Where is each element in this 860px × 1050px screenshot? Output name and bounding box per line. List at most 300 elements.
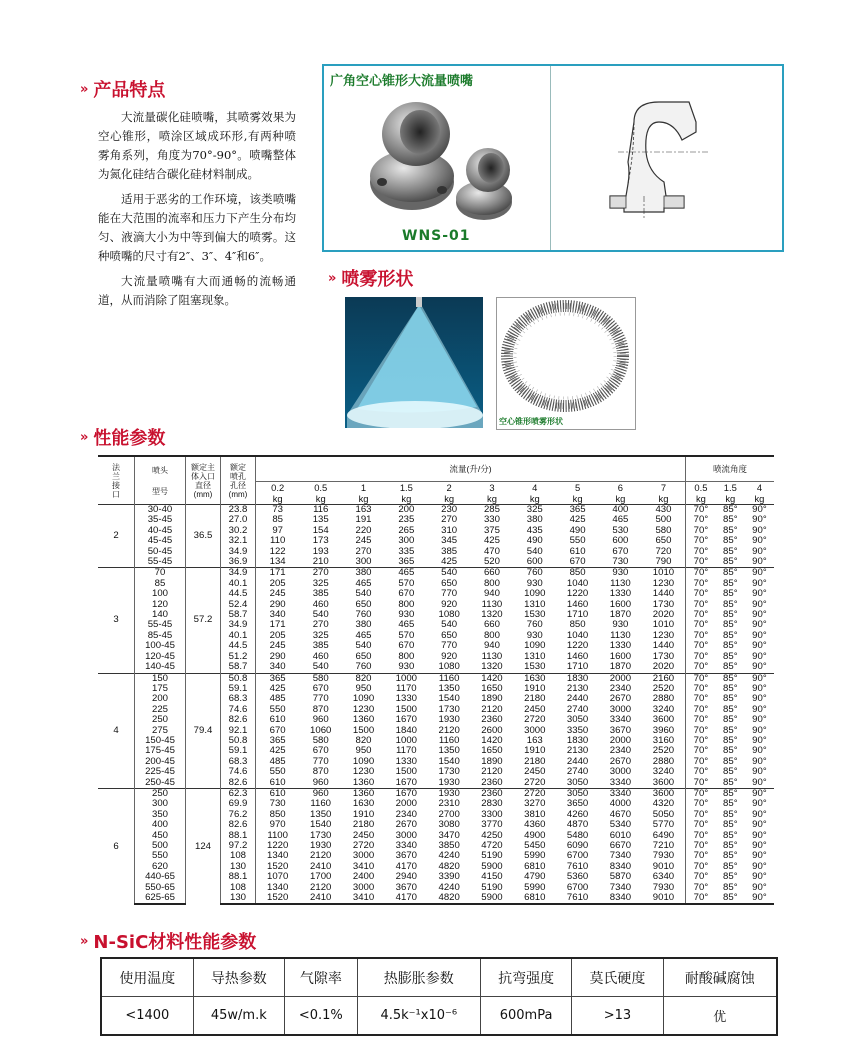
flow-cell: 670 [398,640,415,652]
flow-cell: 385 [312,588,329,600]
angle-cell: 70° [686,715,716,725]
flow-cell: 230 [428,505,471,516]
flow-cell: 1350 [438,745,460,757]
angle-cell: 85° [723,640,738,652]
orifice-cell: 51.2 [221,652,256,662]
angle-cell: 70° [686,831,716,841]
model-cell: 85 [135,579,186,589]
angle-cell: 70° [686,673,716,684]
flow-cell: 7340 [609,881,632,893]
flow-cell: 1060 [310,724,332,736]
flow-cell: 1420 [481,734,503,746]
pressure-unit: kg [572,493,583,504]
flow-cell: 200 [385,505,428,516]
flow-cell: 385 [441,545,458,557]
flow-cell: 1890 [481,755,503,767]
angle-cell: 85° [723,766,738,778]
flow-cell: 5450 [524,840,546,851]
nozzle-photo [364,90,524,226]
flow-cell: 330 [483,514,500,526]
flow-cell: 940 [483,588,500,600]
header-text: 型号 [152,486,168,496]
flow-cell: 1230 [652,577,675,589]
angle-cell: 70° [686,778,716,789]
angle-cell: 90° [745,673,774,684]
model-cell: 30-40 [135,505,186,516]
flow-cell: 385 [312,640,329,652]
orifice-cell: 74.6 [221,767,256,777]
material-table [100,957,778,1036]
ring-pattern-drawing [497,298,633,416]
orifice-cell: 82.6 [221,715,256,725]
flow-cell: 670 [569,556,586,568]
section-title: 性能参数 [93,428,166,449]
angle-cell: 70° [686,568,716,579]
material-value: 600mPa [480,997,571,1036]
flow-cell: 580 [299,673,342,684]
flow-cell: 8340 [599,893,642,904]
flow-cell: 1710 [566,609,589,621]
angle-pressure-header [716,482,745,505]
angle-cell: 90° [752,840,767,851]
orifice-cell: 108 [221,883,256,893]
flow-cell: 2450 [352,829,375,841]
angle-cell: 70° [686,820,716,830]
flow-cell: 1330 [395,693,418,705]
flow-cell: 930 [526,577,543,589]
flow-cell: 3050 [556,788,599,799]
flow-cell: 3240 [652,703,675,715]
flow-cell: 1310 [524,650,546,662]
pressure-value: 0.2 [271,482,285,493]
angle-cell: 85° [723,588,738,600]
flow-cell: 270 [312,619,329,631]
flow-cell: 850 [256,810,300,820]
flow-cell: 650 [355,598,372,610]
orifice-cell: 88.1 [221,872,256,882]
flow-cell: 1540 [310,819,332,831]
flow-cell: 171 [256,568,300,579]
angle-cell: 90° [752,514,767,526]
flow-cell: 1650 [481,682,503,694]
angle-cell: 70° [686,684,716,694]
flow-cell: 960 [299,788,342,799]
flow-cell: 800 [398,598,415,610]
material-value: 45w/m.k [193,997,284,1036]
flow-cell: 430 [642,505,686,516]
angle-cell: 90° [752,577,767,589]
flow-cell: 4820 [438,860,460,872]
model-cell: 550 [135,851,186,861]
flow-cell: 435 [526,524,543,536]
col-header-inlet [186,456,221,505]
flow-cell: 465 [612,514,629,526]
flow-cell: 1360 [342,788,385,799]
flow-cell: 9010 [652,860,675,872]
flow-cell: 4320 [652,798,675,810]
inlet-cell: 57.2 [186,568,221,673]
flow-cell: 340 [256,662,300,673]
orifice-cell: 62.3 [221,788,256,799]
flow-cell: 650 [355,650,372,662]
model-cell: 70 [135,568,186,579]
flow-cell: 1520 [256,862,300,872]
flow-cell: 2880 [652,693,675,705]
pressure-header [471,482,514,505]
angle-cell: 85° [723,682,738,694]
model-cell: 175 [135,684,186,694]
flow-cell: 1130 [610,629,631,641]
flow-cell: 650 [441,629,458,641]
flow-cell: 800 [398,650,415,662]
flow-cell: 1650 [481,745,503,757]
angle-cell: 90° [752,871,767,883]
flow-cell: 720 [655,545,672,557]
model-cell: 250 [135,788,186,799]
flow-cell: 920 [441,598,458,610]
flow-cell: 550 [256,767,300,777]
flange-cell: 4 [98,673,135,788]
flow-cell: 650 [441,577,458,589]
flow-cell: 1170 [396,745,417,757]
flow-cell: 290 [256,600,300,610]
flow-cell: 670 [612,545,629,557]
orifice-cell: 52.4 [221,600,256,610]
flow-cell: 930 [398,609,415,621]
model-cell: 100-45 [135,641,186,651]
angle-cell: 85° [723,724,738,736]
angle-cell: 70° [686,662,716,673]
flow-cell: 3670 [395,881,418,893]
angle-cell: 70° [686,736,716,746]
flow-cell: 4170 [385,893,428,904]
flow-cell: 245 [256,641,300,651]
flow-cell: 1340 [256,851,300,861]
angle-cell: 85° [723,693,738,705]
flow-cell: 2670 [609,755,632,767]
flow-cell: 2000 [599,673,642,684]
pressure-value: 7 [660,482,667,493]
flow-cell: 2940 [395,871,418,883]
flow-cell: 790 [655,556,672,568]
angle-cell: 90° [752,588,767,600]
flow-cell: 2360 [481,776,503,788]
angle-cell: 85° [723,829,738,841]
flow-cell: 5990 [524,850,546,862]
model-cell: 400 [135,820,186,830]
flow-cell: 5190 [481,881,503,893]
angle-cell: 90° [752,609,767,621]
model-cell: 100 [135,589,186,599]
flow-cell: 2720 [524,714,546,726]
flow-cell: 1600 [609,598,632,610]
flow-cell: 2310 [438,798,460,810]
flow-cell: 760 [526,619,543,631]
flow-cell: 3000 [395,829,418,841]
flow-cell: 2520 [652,682,675,694]
orifice-cell: 58.7 [221,662,256,673]
flow-cell: 365 [256,736,300,746]
flow-cell: 335 [398,545,415,557]
angle-cell: 85° [723,860,738,872]
flow-cell: 245 [355,535,372,547]
angle-cell: 85° [723,755,738,767]
flow-cell: 4900 [524,829,546,841]
flow-cell: 1130 [481,650,503,662]
flow-cell: 4240 [438,850,460,862]
flow-cell: 1170 [396,682,417,694]
flow-cell: 122 [256,547,300,557]
flow-cell: 610 [256,778,300,789]
flow-cell: 270 [441,514,458,526]
flow-cell: 2180 [352,819,375,831]
angle-cell: 70° [686,788,716,799]
flow-cell: 6810 [524,860,546,872]
flow-cell: 325 [312,577,329,589]
material-header: 热膨胀参数 [357,958,480,997]
chevron-right-icon: » [80,429,88,445]
flow-cell: 2120 [310,881,332,893]
flow-cell: 3850 [438,840,460,851]
angle-cell: 70° [686,641,716,651]
flange-cell: 2 [98,505,135,568]
angle-pressure-header [686,482,716,505]
model-cell: 55-45 [135,620,186,630]
flow-cell: 1130 [610,577,631,589]
flow-cell: 7610 [566,860,589,872]
flow-cell: 600 [612,535,629,547]
flow-cell: 2600 [481,724,503,736]
flow-cell: 2720 [513,788,556,799]
orifice-cell: 34.9 [221,568,256,579]
flow-cell: 670 [312,682,329,694]
material-header: 气隙率 [285,958,358,997]
col-header-flow: 流量(升/分) [256,456,686,482]
flow-cell: 8340 [609,860,632,872]
angle-cell: 85° [723,714,738,726]
flow-cell: 163 [342,505,385,516]
angle-cell: 90° [752,755,767,767]
flow-cell: 5360 [566,871,589,883]
model-cell: 150-45 [135,736,186,746]
angle-cell: 85° [723,819,738,831]
angle-cell: 85° [723,745,738,757]
model-cell: 200-45 [135,757,186,767]
flow-cell: 1930 [438,714,460,726]
flow-cell: 3670 [609,724,632,736]
flow-cell: 325 [312,629,329,641]
orifice-cell: 108 [221,851,256,861]
flow-cell: 540 [312,661,329,673]
angle-cell: 70° [686,726,716,736]
flow-cell: 2740 [566,766,589,778]
flow-cell: 6700 [566,881,589,893]
flow-cell: 940 [483,640,500,652]
flow-cell: 1360 [352,714,375,726]
flow-cell: 3000 [524,724,546,736]
flow-cell: 380 [355,619,372,631]
flow-cell: 4150 [481,871,503,883]
flow-cell: 5900 [471,893,514,904]
orifice-cell: 82.6 [221,820,256,830]
flow-cell: 540 [355,588,372,600]
angle-cell: 90° [752,776,767,788]
flow-cell: 1010 [642,568,686,579]
flow-cell: 1090 [352,693,375,705]
flow-cell: 4240 [438,881,460,893]
flow-cell: 1230 [352,766,375,778]
flow-cell: 380 [342,568,385,579]
angle-cell: 70° [686,557,716,568]
angle-cell: 85° [723,619,738,631]
angle-cell: 90° [752,545,767,557]
flow-cell: 4260 [566,808,589,820]
section-perf-heading [80,424,165,450]
section-material-heading [80,928,256,954]
flow-cell: 1130 [481,598,503,610]
features-text [98,108,296,316]
orifice-cell: 40.1 [221,579,256,589]
pressure-value: 4 [756,482,763,493]
angle-cell: 85° [716,568,745,579]
angle-cell: 90° [752,661,767,673]
flow-cell: 3470 [438,829,460,841]
model-cell: 150 [135,673,186,684]
pressure-unit: kg [487,493,497,504]
orifice-cell: 27.0 [221,515,256,525]
flow-cell: 245 [256,589,300,599]
flow-cell: 5900 [481,860,503,872]
flow-cell: 340 [256,610,300,620]
flow-cell: 193 [312,545,329,557]
flow-cell: 425 [441,556,458,568]
flow-cell: 6010 [609,829,632,841]
material-header: 使用温度 [101,958,193,997]
flow-cell: 2880 [652,755,675,767]
angle-cell: 90° [752,850,767,862]
angle-cell: 90° [752,766,767,778]
model-cell: 275 [135,726,186,736]
model-cell: 440-65 [135,872,186,882]
inlet-cell: 79.4 [186,673,221,788]
orifice-cell: 34.9 [221,620,256,630]
chevron-right-icon: » [80,933,88,949]
flow-cell: 2440 [566,693,589,705]
angle-cell: 70° [686,652,716,662]
flow-cell: 5990 [524,881,546,893]
flow-cell: 930 [612,619,629,631]
flow-cell: 191 [355,514,372,526]
section-features-heading [80,76,165,102]
flow-cell: 1040 [566,629,589,641]
flow-cell: 465 [355,577,372,589]
orifice-cell: 58.7 [221,610,256,620]
flow-cell: 2830 [481,798,503,810]
flow-cell: 1090 [352,755,375,767]
header-text: (mm) [228,489,248,499]
flow-cell: 163 [526,734,543,746]
model-cell: 225 [135,705,186,715]
flow-cell: 1670 [385,788,428,799]
flow-cell: 1220 [256,841,300,851]
flow-cell: 171 [256,620,300,630]
flow-cell: 134 [256,557,300,568]
flow-cell: 2000 [609,734,632,746]
angle-cell: 70° [686,631,716,641]
angle-cell: 85° [723,798,738,810]
flow-cell: 1840 [395,724,418,736]
model-cell: 200 [135,694,186,704]
flow-cell: 770 [312,755,329,767]
flow-cell: 1340 [256,883,300,893]
flow-cell: 310 [441,524,458,536]
flow-cell: 1440 [652,588,675,600]
flow-cell: 110 [256,536,300,546]
angle-cell: 70° [686,536,716,546]
section-title: 产品特点 [93,80,166,101]
flow-cell: 870 [312,766,329,778]
flow-cell: 1330 [609,588,632,600]
model-cell: 550-65 [135,883,186,893]
header-text: 额定喷孔孔径 [230,462,246,490]
flow-cell: 3300 [481,808,503,820]
orifice-cell: 130 [221,862,256,872]
angle-cell: 70° [686,705,716,715]
flow-cell: 520 [483,556,500,568]
flow-cell: 1600 [609,650,632,662]
angle-cell: 70° [686,851,716,861]
flow-cell: 2120 [438,724,460,736]
product-model: WNS-01 [402,228,471,244]
flow-cell: 3270 [524,798,546,810]
flow-cell: 540 [526,545,543,557]
flow-cell: 4820 [428,893,471,904]
angle-cell: 85° [723,577,738,589]
flow-cell: 930 [599,568,642,579]
flow-cell: 1010 [652,619,675,631]
flow-cell: 1090 [524,640,546,652]
pressure-value: 3 [489,482,495,493]
flow-cell: 1930 [310,840,332,851]
flow-cell: 300 [355,556,372,568]
model-cell: 140 [135,610,186,620]
pressure-unit: kg [444,493,455,504]
flow-cell: 1730 [438,703,460,715]
model-cell: 350 [135,810,186,820]
flow-cell: 425 [483,535,500,547]
flow-cell: 1500 [395,703,418,715]
section-title: 喷雾形状 [341,269,414,290]
angle-cell: 90° [752,619,767,631]
angle-cell: 85° [716,505,745,516]
flow-cell: 210 [312,556,329,568]
orifice-cell: 50.8 [221,736,256,746]
pressure-unit: kg [272,493,283,504]
header-text: 法兰接口 [112,462,120,499]
angle-cell: 90° [745,893,774,904]
flow-cell: 5480 [566,829,589,841]
flow-cell: 5770 [652,819,675,831]
flow-cell: 1670 [395,776,418,788]
flow-cell: 1080 [438,661,460,673]
pressure-header [299,482,342,505]
model-cell: 85-45 [135,631,186,641]
inlet-cell: 124 [186,788,221,904]
flow-cell: 490 [569,524,586,536]
pressure-value: 0.5 [694,482,708,493]
material-value: <1400 [101,997,193,1036]
model-cell: 140-45 [135,662,186,673]
